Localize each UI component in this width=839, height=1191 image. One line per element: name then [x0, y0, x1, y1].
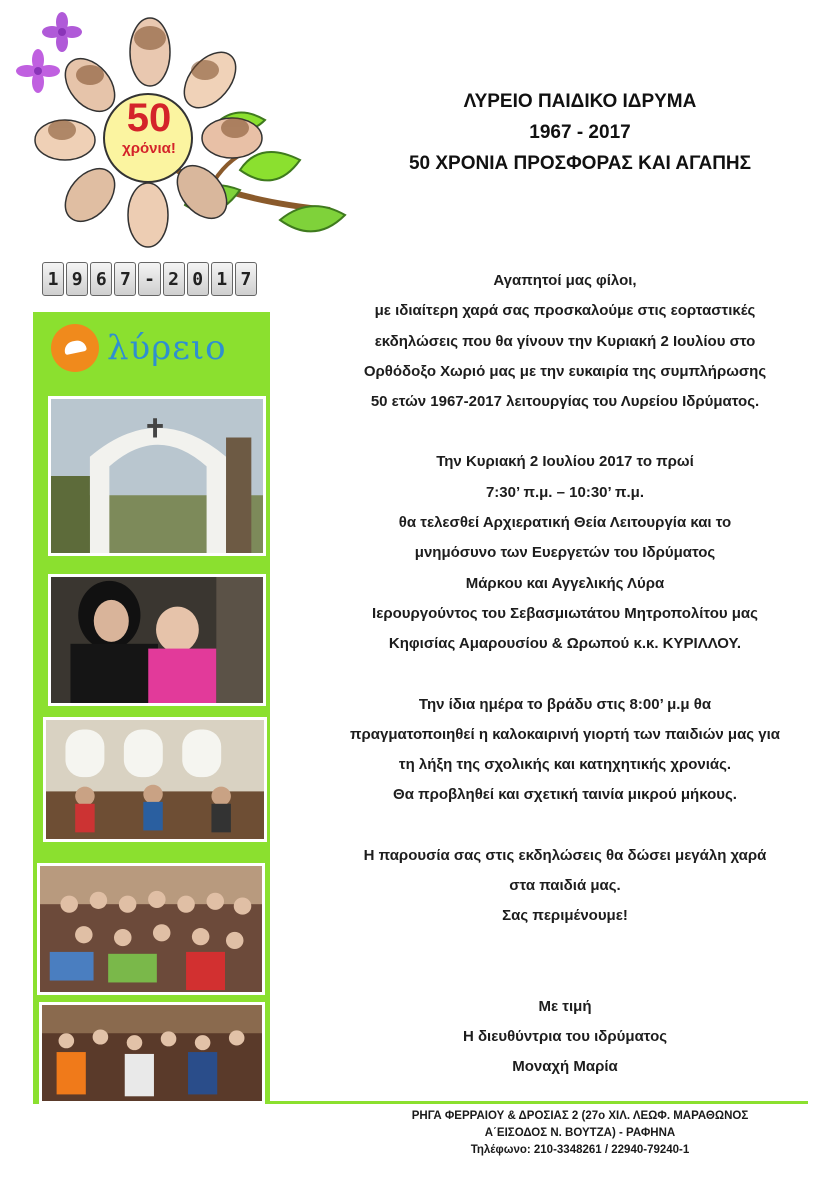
year-digit: - — [138, 262, 160, 296]
letter-line: Μάρκου και Αγγελικής Λύρα — [465, 574, 665, 592]
address-line-2: Α΄ΕΙΣΟΔΟΣ Ν. ΒΟΥΤΖΑ) - ΡΑΦΗΝΑ — [484, 1127, 676, 1139]
header-subtitle: 50 ΧΡΟΝΙΑ ΠΡΟΣΦΟΡΑΣ ΚΑΙ ΑΓΑΠΗΣ — [408, 153, 752, 174]
letter-line: στα παιδιά μας. — [509, 877, 621, 895]
photo-group-children — [37, 863, 265, 995]
letter-line: 50 ετών 1967-2017 λειτουργίας του Λυρείου Ιδρύματος. — [370, 393, 760, 411]
footer-divider — [270, 1101, 808, 1104]
letter-line: μνημόσυνο των Ευεργετών του Ιδρύματος — [414, 544, 716, 562]
year-digit: 7 — [114, 262, 136, 296]
phone-line: Τηλέφωνο: 210-3348261 / 22940-79240-1 — [470, 1144, 690, 1156]
brand-name: λύρειο — [107, 328, 227, 368]
photo-nun-with-baby — [48, 574, 266, 706]
letter-line: Θα προβληθεί και σχετική ταινία μικρού μήκους. — [393, 786, 737, 804]
letter-line: Την ίδια ημέρα το βράδυ στις 8:00’ μ.μ θα — [418, 695, 712, 713]
letter-line: 7:30’ π.μ. – 10:30’ π.μ. — [485, 483, 645, 501]
photo-dining-hall — [43, 717, 267, 842]
year-digit: 7 — [235, 262, 257, 296]
year-digit: 6 — [90, 262, 112, 296]
signature-role: Η διευθύντρια του ιδρύματος — [462, 1027, 668, 1045]
letter-line: θα τελεσθεί Αρχιερατική Θεία Λειτουργία και το — [398, 514, 732, 532]
signature-name: Μοναχή Μαρία — [512, 1058, 618, 1076]
signature-closing: Με τιμή — [538, 997, 592, 1015]
address-line-1: ΡΗΓΑ ΦΕΡΡΑΙΟΥ & ΔΡΟΣΙΑΣ 2 (27ο ΧΙΛ. ΛΕΩΦ. ΜΑΡΑΘΩΝΟΣ — [411, 1110, 749, 1122]
year-digit: 1 — [42, 262, 64, 296]
letter-line: εκδηλώσεις που θα γίνουν την Κυριακή 2 Ιουλίου στο — [374, 332, 756, 350]
brand-logo — [51, 324, 227, 372]
header-years: 1967 - 2017 — [529, 122, 631, 143]
invitation-letter — [295, 266, 835, 1083]
year-digit: 1 — [211, 262, 233, 296]
photo-panel — [33, 312, 270, 1104]
badge-text: χρόνια! — [122, 140, 176, 157]
document-header — [330, 86, 830, 179]
letter-line: Ιερουργούντος του Σεβασμιωτάτου Μητροπολίτου μας — [372, 604, 758, 622]
letter-line: Κηφισίας Αμαρουσίου & Ωρωπού κ.κ. ΚΥΡΙΛΛΟΥ. — [388, 635, 742, 653]
letter-line: Ορθόδοξο Χωριό μας με την ευκαιρία της συμπλήρωσης — [363, 362, 767, 380]
photo-celebration — [39, 1002, 265, 1104]
letter-line: με ιδιαίτερη χαρά σας προσκαλούμε στις εορταστικές — [374, 302, 756, 320]
photo-church-gate — [48, 396, 266, 556]
year-digit: 9 — [66, 262, 88, 296]
badge-number: 50 — [126, 96, 172, 140]
dove-icon — [51, 324, 99, 372]
anniversary-logo — [10, 10, 360, 260]
letter-line: Την Κυριακή 2 Ιουλίου 2017 το πρωί — [436, 453, 694, 471]
letter-line: Αγαπητοί μας φίλοι, — [493, 272, 637, 289]
footer-address — [330, 1108, 830, 1159]
letter-line: πραγματοποιηθεί η καλοκαιρινή γιορτή των παιδιών μας για — [350, 725, 780, 743]
purple-flower-icon — [42, 12, 82, 52]
year-digit: 0 — [187, 262, 209, 296]
year-digit: 2 — [163, 262, 185, 296]
letter-line: τη λήξη της σχολικής και κατηχητικής χρονιάς. — [398, 756, 732, 774]
letter-line: Σας περιμένουμε! — [502, 907, 628, 925]
header-title: ΛΥΡΕΙΟ ΠΑΙΔΙΚΟ ΙΔΡΥΜΑ — [463, 91, 697, 112]
years-strip — [42, 262, 257, 296]
flower-illustration — [10, 10, 360, 260]
letter-line: Η παρουσία σας στις εκδηλώσεις θα δώσει μεγάλη χαρά — [363, 846, 767, 864]
